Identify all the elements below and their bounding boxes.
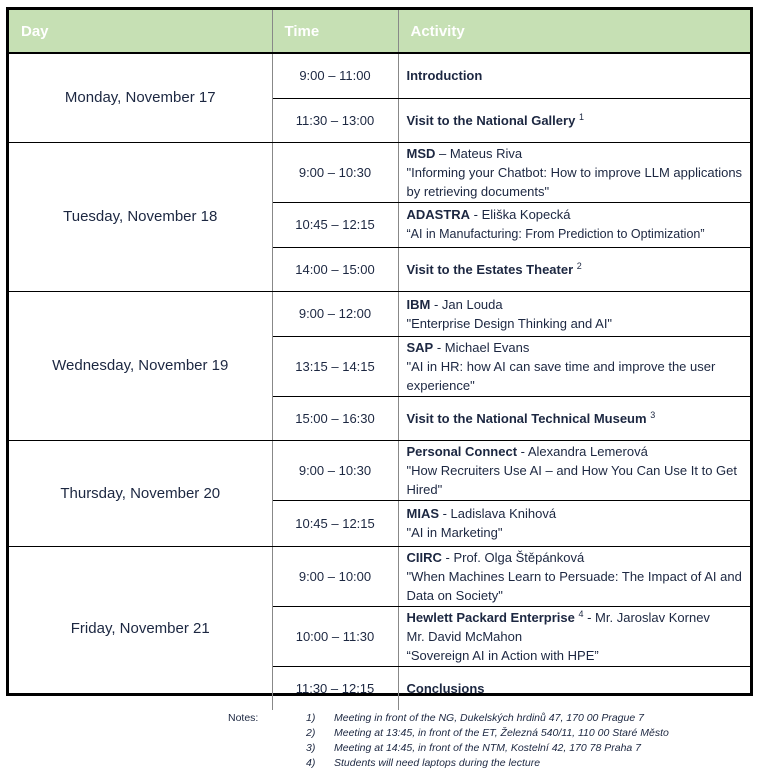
speaker-name: - Ladislava Knihová: [439, 506, 557, 521]
talk-title: "AI in HR: how AI can save time and improve the user experience": [406, 358, 716, 393]
speaker-name: – Mateus Riva: [435, 145, 523, 161]
time-cell: 9:00 – 10:00: [272, 546, 398, 606]
activity-cell: [398, 336, 750, 396]
note-text: Meeting at 14:45, in front of the NTM, Kostelní 42, 170 78 Praha 7: [334, 742, 642, 754]
time-cell: 15:00 – 16:30: [272, 396, 398, 440]
talk-title: “Sovereign AI in Action with HPE”: [406, 647, 599, 663]
speaker-name: - Prof. Olga Štěpánková: [441, 549, 585, 565]
day-cell: Friday, November 21: [9, 546, 272, 710]
footnote-ref: 2: [576, 260, 582, 271]
activity-cell: [398, 291, 750, 336]
speaker-name: - Michael Evans: [433, 339, 530, 355]
table-row: [9, 53, 750, 98]
schedule-table: [6, 7, 753, 696]
footnote-ref: 3: [650, 409, 656, 420]
speaker-name: - Alexandra Lemerová: [517, 443, 648, 459]
note-number: 2): [306, 727, 316, 739]
day-cell: Monday, November 17: [9, 53, 272, 142]
notes-list: [306, 711, 760, 771]
activity-cell: [398, 500, 750, 546]
footnote-ref: 1: [578, 111, 584, 122]
activity-title: Visit to the Estates Theater: [406, 261, 574, 277]
note-text: Meeting in front of the NG, Dukelských hrdinů 47, 170 00 Prague 7: [334, 712, 644, 724]
header-time: Time: [272, 10, 398, 53]
note-number: 4): [306, 757, 316, 769]
activity-cell: [398, 396, 750, 440]
talk-title: "AI in Marketing": [406, 525, 503, 540]
talk-title: "Enterprise Design Thinking and AI": [406, 315, 613, 331]
note-item: [306, 741, 760, 756]
time-cell: 9:00 – 10:30: [272, 440, 398, 500]
activity-title: Introduction: [406, 68, 483, 84]
talk-title: "Informing your Chatbot: How to improve LLM applications by retrieving documents": [406, 164, 743, 199]
activity-cell: [398, 142, 750, 202]
time-cell: 13:15 – 14:15: [272, 336, 398, 396]
time-cell: 10:00 – 11:30: [272, 606, 398, 666]
activity-cell: [398, 546, 750, 606]
activity-cell: [398, 606, 750, 666]
activity-cell: [398, 666, 750, 710]
note-number: 1): [306, 712, 316, 724]
org-name: ADASTRA: [406, 207, 471, 222]
header-day: Day: [9, 10, 272, 53]
org-name: Personal Connect: [406, 443, 518, 459]
talk-title: "How Recruiters Use AI – and How You Can Use It to Get Hired": [406, 462, 737, 497]
day-cell: Thursday, November 20: [9, 440, 272, 546]
org-name: CIIRC: [406, 549, 442, 565]
note-item: [306, 756, 760, 771]
activity-title: Conclusions: [406, 680, 485, 696]
time-cell: 9:00 – 12:00: [272, 291, 398, 336]
time-cell: 10:45 – 12:15: [272, 202, 398, 247]
note-text: Meeting at 13:45, in front of the ET, Železná 540/11, 110 00 Staré Město: [334, 727, 669, 739]
org-name: MIAS: [406, 506, 439, 521]
activity-cell: [398, 247, 750, 291]
org-name: SAP: [406, 339, 434, 355]
table-row: [9, 440, 750, 500]
table-row: [9, 291, 750, 336]
activity-cell: [398, 53, 750, 98]
note-item: [306, 711, 760, 726]
table-row: [9, 142, 750, 202]
time-cell: 11:30 – 13:00: [272, 98, 398, 142]
table-row: [9, 546, 750, 606]
time-cell: 10:45 – 12:15: [272, 500, 398, 546]
header-row: [9, 10, 750, 53]
activity-cell: [398, 202, 750, 247]
time-cell: 11:30 – 12:15: [272, 666, 398, 710]
time-cell: 9:00 – 10:30: [272, 142, 398, 202]
talk-title: "When Machines Learn to Persuade: The Impact of AI and Data on Society": [406, 568, 742, 603]
org-name: MSD: [406, 145, 436, 161]
note-item: [306, 726, 760, 741]
org-name: IBM: [406, 296, 431, 312]
note-number: 3): [306, 742, 316, 754]
time-cell: 9:00 – 11:00: [272, 53, 398, 98]
speaker-name: - Jan Louda: [430, 296, 503, 312]
speaker-name-2: Mr. David McMahon: [406, 628, 523, 644]
activity-title: Visit to the National Technical Museum: [406, 410, 647, 426]
speaker-name: - Mr. Jaroslav Kornev: [583, 609, 710, 625]
activity-cell: [398, 440, 750, 500]
activity-title: Visit to the National Gallery: [406, 112, 576, 128]
note-text: Students will need laptops during the lecture: [334, 757, 541, 769]
org-name: Hewlett Packard Enterprise: [406, 609, 575, 625]
footnote-ref: 4: [578, 608, 584, 619]
header-activity: Activity: [398, 10, 750, 53]
activity-cell: [398, 98, 750, 142]
talk-title: “AI in Manufacturing: From Prediction to Optimization”: [406, 227, 705, 241]
notes-label: Notes:: [228, 712, 259, 724]
day-cell: Wednesday, November 19: [9, 291, 272, 440]
time-cell: 14:00 – 15:00: [272, 247, 398, 291]
day-cell: Tuesday, November 18: [9, 142, 272, 291]
speaker-name: - Eliška Kopecká: [470, 207, 571, 222]
